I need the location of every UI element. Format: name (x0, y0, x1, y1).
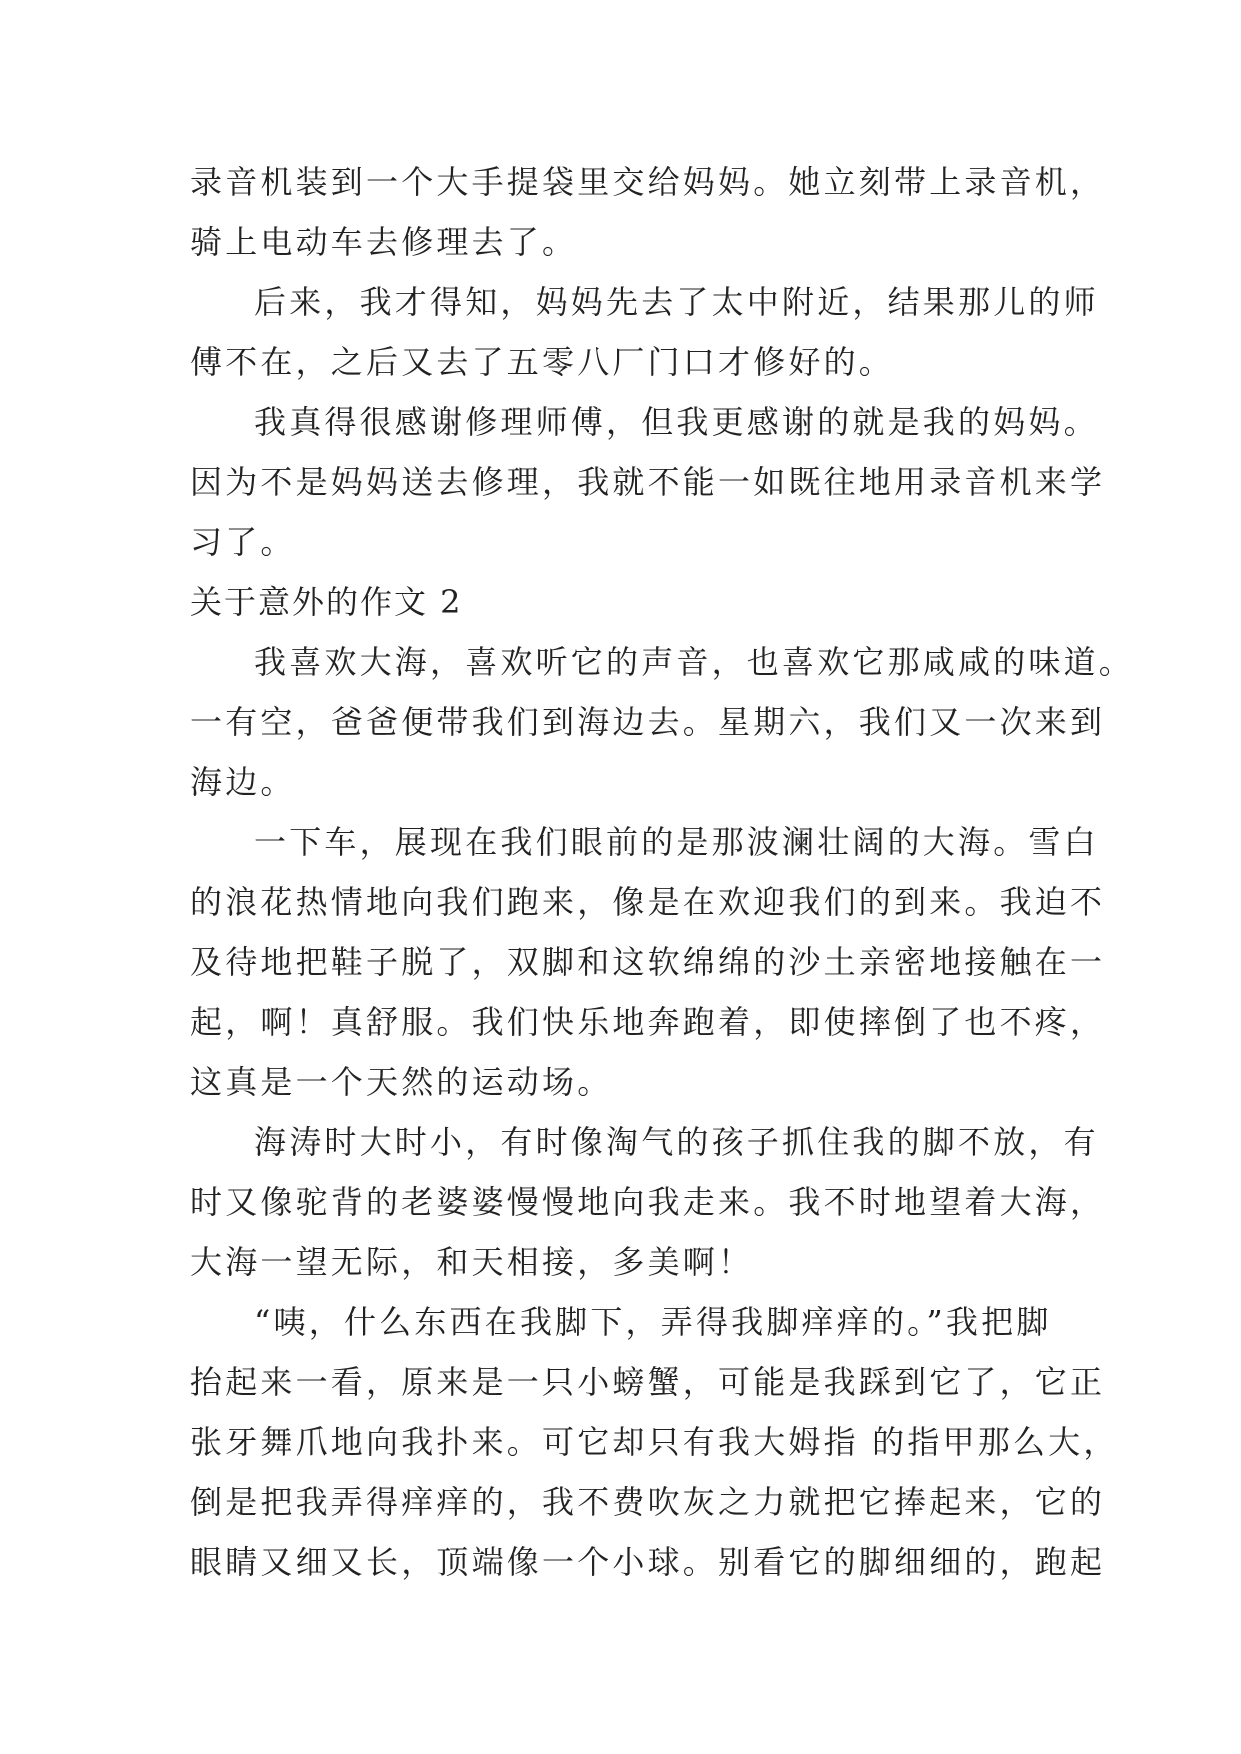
text-line: 我喜欢大海，喜欢听它的声音，也喜欢它那咸咸的味道。 (254, 643, 1135, 681)
text-line: 习了。 (190, 523, 296, 561)
text-line: 海涛时大时小，有时像淘气的孩子抓住我的脚不放，有 (254, 1123, 1099, 1161)
text-line: “咦，什么东西在我脚下，弄得我脚痒痒的。”我把脚 (254, 1303, 1052, 1341)
text-line: 倒是把我弄得痒痒的，我不费吹灰之力就把它捧起来，它的 (190, 1483, 1106, 1521)
text-line: 张牙舞爪地向我扑来。可它却只有我大姆指 的指甲那么大， (190, 1423, 1119, 1461)
essay-body (190, 152, 1135, 1592)
text-line: 海边。 (190, 763, 296, 801)
text-line: 录音机装到一个大手提袋里交给妈妈。她立刻带上录音机， (190, 163, 1106, 201)
text-line: 我真得很感谢修理师傅，但我更感谢的就是我的妈妈。 (254, 403, 1099, 441)
essay-heading: 关于意外的作文 2 (190, 583, 463, 621)
text-line: 因为不是妈妈送去修理，我就不能一如既往地用录音机来学 (190, 463, 1106, 501)
text-line: 傅不在，之后又去了五零八厂门口才修好的。 (190, 343, 895, 381)
text-line: 起，啊！真舒服。我们快乐地奔跑着，即使摔倒了也不疼， (190, 1003, 1106, 1041)
text-line: 大海一望无际，和天相接，多美啊！ (190, 1243, 754, 1281)
text-line: 抬起来一看，原来是一只小螃蟹，可能是我踩到它了，它正 (190, 1363, 1106, 1401)
text-line: 的浪花热情地向我们跑来，像是在欢迎我们的到来。我迫不 (190, 883, 1106, 921)
text-line: 时又像驼背的老婆婆慢慢地向我走来。我不时地望着大海， (190, 1183, 1106, 1221)
text-line: 这真是一个天然的运动场。 (190, 1063, 613, 1101)
text-line: 后来，我才得知，妈妈先去了太中附近，结果那儿的师 (254, 283, 1099, 321)
text-line: 及待地把鞋子脱了，双脚和这软绵绵的沙土亲密地接触在一 (190, 943, 1106, 981)
text-line: 骑上电动车去修理去了。 (190, 223, 578, 261)
text-line: 一有空，爸爸便带我们到海边去。星期六，我们又一次来到 (190, 703, 1106, 741)
text-line: 眼睛又细又长，顶端像一个小球。别看它的脚细细的，跑起 (190, 1543, 1106, 1581)
text-line: 一下车，展现在我们眼前的是那波澜壮阔的大海。雪白 (254, 823, 1099, 861)
